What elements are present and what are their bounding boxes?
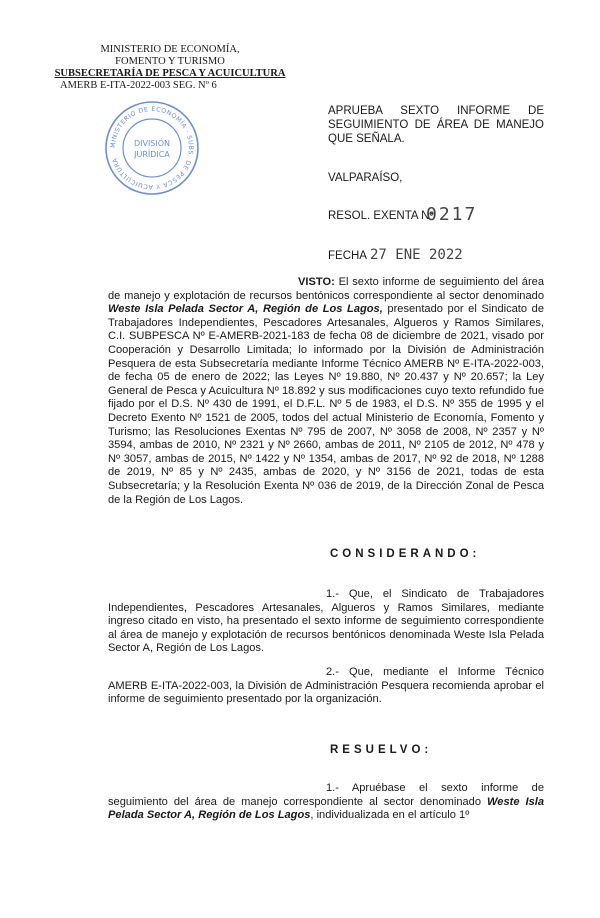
visto-label: VISTO: bbox=[298, 276, 335, 288]
resuelvo-text-a: 1.- Apruébase el sexto informe de seguimiento del área de manejo correspondiente al sector denominado bbox=[108, 782, 544, 808]
considerando-paragraph-2: 2.- Que, mediante el Informe Técnico AMERB E-ITA-2022-003, la División de Administración Pesquera recomienda aprobar el informe de seguimiento presentado por la organización. bbox=[108, 666, 544, 706]
resuelvo-sector-name: Weste Isla Pelada Sector A, Región de Los Lagos bbox=[108, 795, 544, 822]
date-row bbox=[328, 247, 463, 263]
stamp-center-line2: JURÍDICA bbox=[134, 150, 170, 159]
division-juridica-stamp bbox=[104, 100, 200, 196]
resuelvo-heading: RESUELVO: bbox=[330, 744, 433, 756]
stamp-center-line1: DIVISIÓN bbox=[133, 139, 171, 148]
place-label: VALPARAÍSO, bbox=[328, 172, 403, 184]
visto-paragraph bbox=[108, 276, 544, 507]
resuelvo-paragraph-1 bbox=[108, 782, 544, 823]
resolution-number-value: 0217 bbox=[426, 204, 478, 225]
resolution-number-label: RESOL. EXENTA Nº bbox=[328, 210, 434, 222]
resolution-subject: APRUEBA SEXTO INFORME DE SEGUIMIENTO DE ÁREA DE MANEJO QUE SEÑALA. bbox=[328, 105, 544, 145]
date-value: 27 ENE 2022 bbox=[370, 247, 463, 263]
ministry-name-line2: FOMENTO Y TURISMO bbox=[115, 56, 225, 67]
resuelvo-text-b: , individualizada en el artículo 1º bbox=[310, 809, 470, 822]
visto-sector-name: Weste Isla Pelada Sector A, Región de Los Lagos, bbox=[108, 303, 383, 316]
subsecretaria-name: SUBSECRETARÍA DE PESCA Y ACUICULTURA bbox=[54, 68, 286, 79]
visto-text-b: presentado por el Sindicato de Trabajadores Independientes, Pescadores Artesanales, Algueros y Ramos Similares, C.I. SUBPESCA Nº E-AMERB-2021-183 de fecha 08 de diciembre de 2021, visado por Cooperación y Desarrollo Limitada; lo informado por la División de Administración Pesquera de esta Subsecretaría mediante Informe Técnico AMERB Nº E-ITA-2022-003, de fecha 05 de enero de 2022; las Leyes Nº 19.880, Nº 20.437 y Nº 20.657; la Ley General de Pesca y Acuicultura Nº 18.892 y sus modificaciones cuyo texto refundido fue fijado por el D.S. Nº 430 de 1991, el D.F.L. Nº 5 de 1983, el D.S. Nº 355 de 1995 y el Decreto Exento Nº 1521 de 2005, todos del actual Ministerio de Economía, Fomento y Turismo; las Resoluciones Exentas Nº 795 de 2007, Nº 3058 de 2008, Nº 2357 y Nº 3594, ambas de 2010, Nº 2321 y Nº 2660, ambas de 2011, Nº 2105 de 2012, Nº 478 y Nº 3057, ambas de 2015, Nº 1422 y Nº 1354, ambas de 2017, Nº 92 de 2018, Nº 1288 de 2019, Nº 85 y Nº 2435, ambas de 2020, y Nº 3156 de 2021, todas de esta Subsecretaría; y la Resolución Exenta Nº 036 de 2019, de la Dirección Zonal de Pesca de la Región de Los Lagos. bbox=[108, 303, 544, 506]
visto-text-a: El sexto informe de seguimiento del área de manejo y explotación de recursos bentónicos correspondiente al sector denominado bbox=[108, 276, 544, 302]
considerando-heading: CONSIDERANDO: bbox=[330, 548, 481, 560]
document-reference: AMERB E-ITA-2022-003 SEG. Nº 6 bbox=[60, 80, 217, 91]
stamp-ring-text: MINISTERIO DE ECONOMÍA · SUBS. DE PESCA Y ACUICULTURA bbox=[109, 105, 195, 191]
considerando-paragraph-1: 1.- Que, el Sindicato de Trabajadores Independientes, Pescadores Artesanales, Algueros y Ramos Similares, mediante ingreso citado en visto, ha presentado el sexto informe de seguimiento correspondiente al área de manejo y explotación de recursos bentónicos denominada Weste Isla Pelada Sector A, Región de Los Lagos. bbox=[108, 588, 544, 655]
ministry-name-line1: MINISTERIO DE ECONOMÍA, bbox=[100, 44, 240, 55]
ministry-header bbox=[40, 44, 300, 92]
seal-icon bbox=[104, 100, 200, 196]
date-label: FECHA bbox=[328, 250, 367, 262]
resolution-number-row bbox=[328, 204, 478, 225]
